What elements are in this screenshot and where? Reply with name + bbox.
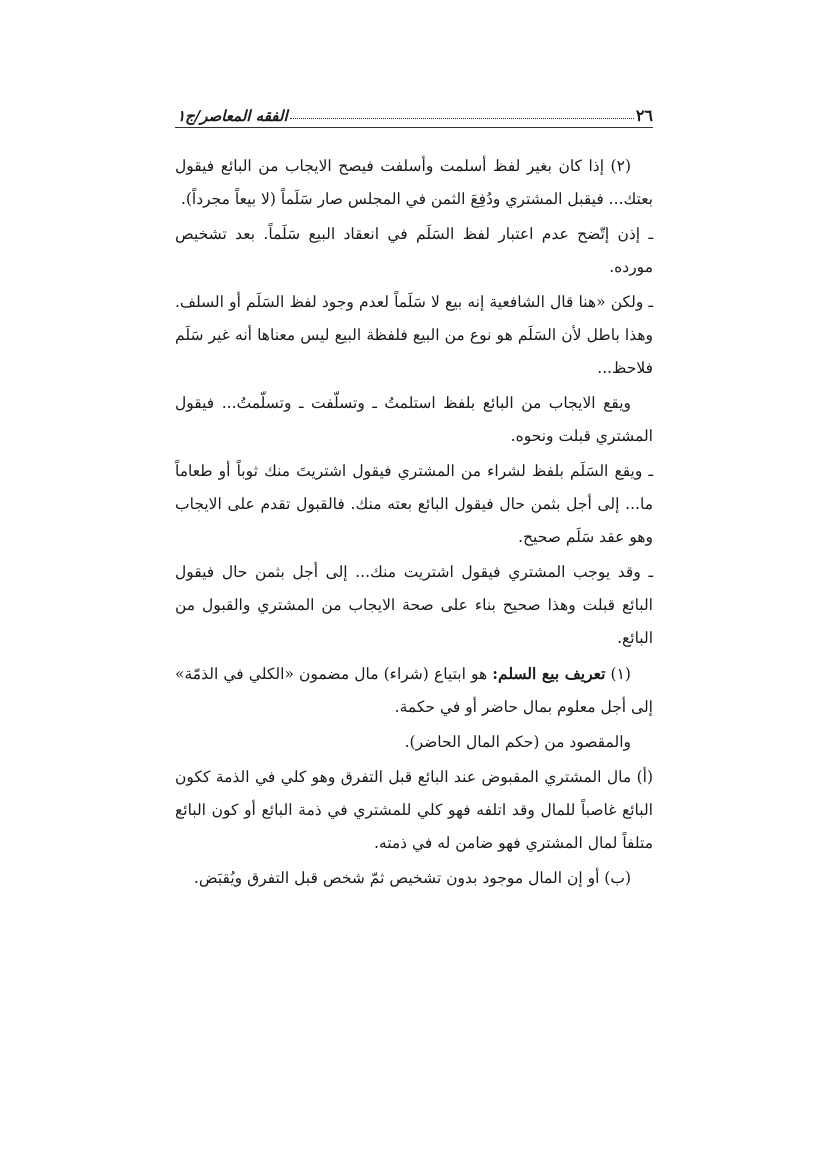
definition-term: تعريف بيع السلم: bbox=[492, 664, 606, 683]
intended-paragraph: والمقصود من (حكم المال الحاضر). bbox=[404, 733, 631, 751]
paragraph: (٢) إذا كان بغير لفظ أسلمت وأسلفت فيصح الايجاب من البائع فيقول بعتك... فيقبل المشتري ودُفِعَ الثمن في المجلس صار سَلَماً (لا بيعاً مجرداً). bbox=[175, 157, 653, 208]
item-a: (أ) مال المشتري المقبوض عند البائع قبل التفرق وهو كلي في الذمة ككون البائع غاصباً للمال وقد اتلفه فهو كلي للمشتري في ذمة البائع أو كون البائع متلفاً لمال المشتري فهو ضامن له في ذمته. bbox=[175, 768, 653, 852]
page-body bbox=[175, 150, 653, 895]
item-b: (ب) أو إن المال موجود بدون تشخيص ثمّ شخص قبل التفرق ويُقبَض. bbox=[193, 869, 631, 887]
paragraph: ـ وقد يوجب المشتري فيقول اشتريت منك... إلى أجل بثمن حال فيقول البائع قبلت وهذا صحيح بناء على صحة الايجاب من المشتري والقبول من البائع. bbox=[175, 563, 653, 647]
paragraph: ـ إذن إتّضح عدم اعتبار لفظ السَلَم في انعقاد البيع سَلَماً. بعد تشخيص مورده. bbox=[175, 225, 653, 276]
paragraph: ـ ولكن «هنا قال الشافعية إنه بيع لا سَلَماً لعدم وجود لفظ السَلَم أو السلف. وهذا باطل لأن السَلَم هو نوع من البيع فلفظة البيع ليس معناها أنه غير سَلَم فلاحظ... bbox=[175, 293, 653, 377]
page-header bbox=[175, 95, 653, 125]
paragraph: ـ ويقع السَلَم بلفظ لشراء من المشتري فيقول اشتريتَ منك ثوباً أو طعاماً ما... إلى أجل بثمن حال فيقول البائع بعته منك. فالقبول تقدم على الايجاب وهو عقد سَلَم صحيح. bbox=[175, 462, 653, 546]
header-dotted-leader bbox=[290, 117, 634, 119]
definition-text: هو ابتياع (شراء) مال مضمون «الكلي في الذمّة» إلى أجل معلوم بمال حاضر أو في حكمة. bbox=[175, 665, 653, 716]
paragraph: ويقع الايجاب من البائع بلفظ استلمتُ ـ وتسلّفت ـ وتسلّمتُ... فيقول المشتري قبلت ونحوه. bbox=[175, 394, 653, 445]
header-rule bbox=[175, 127, 653, 128]
definition-paragraph bbox=[175, 657, 653, 724]
document-page bbox=[175, 95, 653, 897]
page-number: ٢٦ bbox=[635, 106, 653, 125]
definition-number: (١) bbox=[610, 665, 631, 683]
running-title: الفقه المعاصر/ج١ bbox=[177, 107, 288, 125]
